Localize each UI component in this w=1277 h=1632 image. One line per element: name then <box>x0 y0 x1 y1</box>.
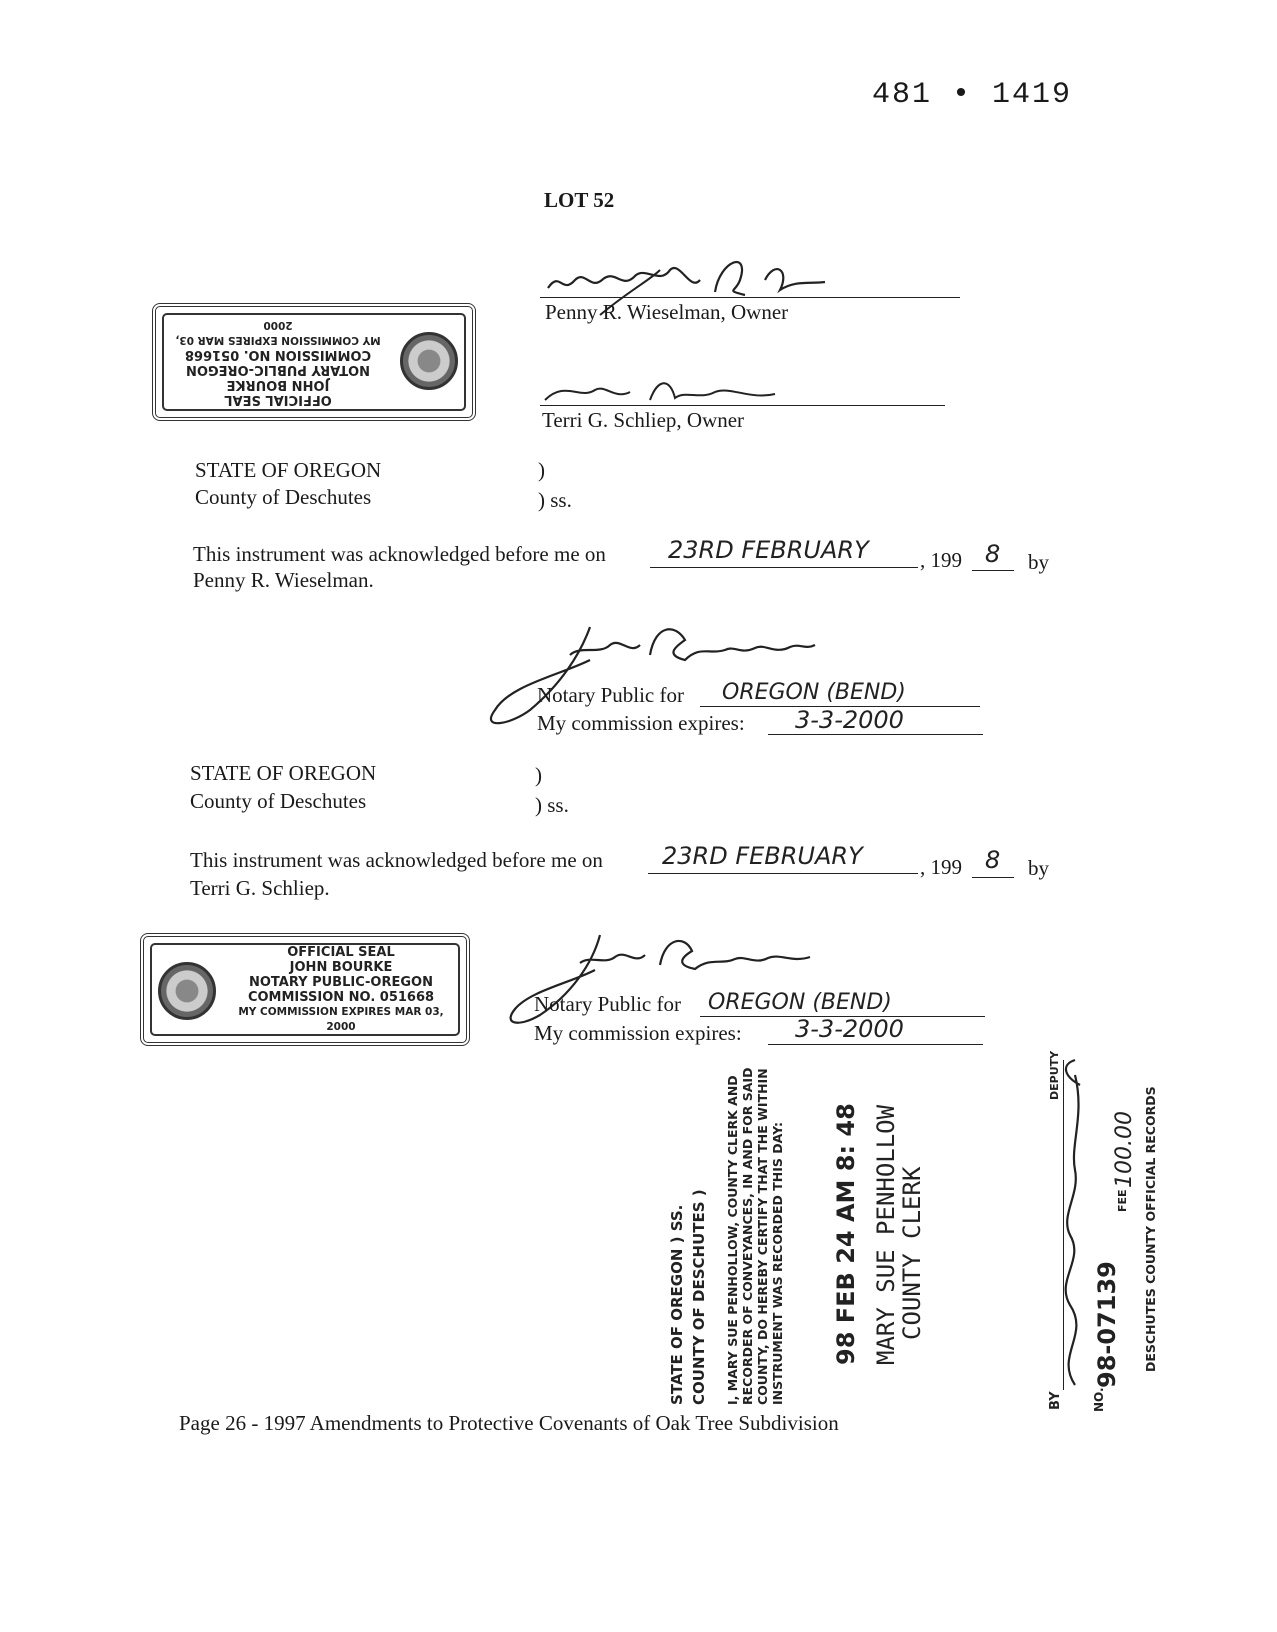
stamp-record-no: 98-07139 <box>1093 1261 1121 1388</box>
seal-bottom-line-3: NOTARY PUBLIC-OREGON <box>249 975 433 990</box>
ack2-ss: ) ss. <box>535 793 569 817</box>
ack1-expires-label: My commission expires: <box>537 711 745 735</box>
ack1-expires-line <box>768 734 983 735</box>
ack1-year-digit: 8 <box>985 540 1001 568</box>
stamp-cert-line-4: INSTRUMENT WAS RECORDED THIS DAY: <box>770 1121 785 1405</box>
ack2-year-line <box>972 877 1014 878</box>
ack2-year-digit: 8 <box>985 846 1001 874</box>
stamp-clerk-title: COUNTY CLERK <box>898 1166 926 1340</box>
ack2-county: County of Deschutes <box>190 789 367 813</box>
ack1-year-prefix: , 199 <box>920 548 962 572</box>
ack1-by: by <box>1028 550 1049 574</box>
official-seal-top <box>152 303 476 421</box>
stamp-footer-label: DESCHUTES COUNTY OFFICIAL RECORDS <box>1143 1086 1158 1372</box>
ack2-notary-signature <box>500 925 840 1035</box>
ack2-by: by <box>1028 856 1049 880</box>
seal-bottom-line-5: MY COMMISSION EXPIRES MAR 03, 2000 <box>238 1006 444 1033</box>
ack1-paren: ) <box>538 458 545 482</box>
ack2-person: Terri G. Schliep. <box>190 876 330 900</box>
ack2-statement: This instrument was acknowledged before me on <box>190 848 603 872</box>
stamp-by-label: BY <box>1048 1391 1063 1410</box>
owner-signature-terri <box>540 370 800 410</box>
stamp-cert-line-1: I, MARY SUE PENHOLLOW, COUNTY CLERK AND <box>725 1075 740 1405</box>
stamp-deputy-label: DEPUTY <box>1048 1050 1061 1100</box>
page-caption: Page 26 - 1997 Amendments to Protective Covenants of Oak Tree Subdivision <box>179 1411 839 1435</box>
ack2-notary-label: Notary Public for <box>534 992 681 1016</box>
seal-top-line-4: COMMISSION NO. 051668 <box>184 347 372 362</box>
owner-name-terri: Terri G. Schliep, Owner <box>542 408 745 432</box>
stamp-county: COUNTY OF DESCHUTES ) <box>690 1189 708 1405</box>
seal-top-line-2: JOHN BOURKE <box>226 377 330 392</box>
ack2-expires-value: 3-3-2000 <box>795 1015 904 1043</box>
seal-bottom-line-2: JOHN BOURKE <box>289 960 393 975</box>
stamp-state: STATE OF OREGON ) SS. <box>668 1204 686 1405</box>
ack1-person: Penny R. Wieselman. <box>193 568 374 592</box>
signature-line-penny <box>540 297 960 298</box>
ack2-expires-label: My commission expires: <box>534 1021 742 1045</box>
ack2-date-handwritten: 23RD FEBRUARY <box>662 842 863 870</box>
ack1-year-line <box>972 570 1014 571</box>
stamp-cert-line-2: RECORDER OF CONVEYANCES, IN AND FOR SAID <box>740 1067 755 1405</box>
stamp-fee-value: 100.00 <box>1112 1111 1137 1188</box>
seal-top-line-5: MY COMMISSION EXPIRES MAR 03, 2000 <box>175 319 381 346</box>
seal-bottom-line-1: OFFICIAL SEAL <box>287 945 395 960</box>
ack2-notary-for: OREGON (BEND) <box>708 990 892 1015</box>
ack2-date-line <box>648 873 918 874</box>
signature-line-terri <box>540 405 945 406</box>
seal-top-line-1: OFFICIAL SEAL <box>224 392 332 407</box>
ack1-date-line <box>650 567 918 568</box>
ack2-state: STATE OF OREGON <box>190 761 377 785</box>
lot-heading: LOT 52 <box>544 188 615 212</box>
stamp-clerk-name: MARY SUE PENHOLLOW <box>872 1104 900 1365</box>
stamp-no-label: NO. <box>1092 1387 1106 1412</box>
seal-top-line-3: NOTARY PUBLIC-OREGON <box>186 362 370 377</box>
ack1-county: County of Deschutes <box>195 485 372 509</box>
owner-name-penny: Penny R. Wieselman, Owner <box>545 300 789 324</box>
oregon-seal-emblem-icon <box>158 962 216 1020</box>
ack1-expires-value: 3-3-2000 <box>795 706 904 734</box>
ack1-notary-label: Notary Public for <box>537 683 684 707</box>
ack1-ss: ) ss. <box>538 488 572 512</box>
seal-bottom-line-4: COMMISSION NO. 051668 <box>247 990 435 1005</box>
book-page-number: 481 • 1419 <box>872 78 1073 112</box>
ack1-notary-for: OREGON (BEND) <box>722 680 906 705</box>
ack2-year-prefix: , 199 <box>920 855 962 879</box>
ack2-paren: ) <box>535 763 542 787</box>
stamp-fee-label: FEE <box>1116 1189 1129 1212</box>
oregon-seal-emblem-icon <box>400 332 458 390</box>
ack2-expires-line <box>768 1044 983 1045</box>
stamp-recorded-at: 98 FEB 24 AM 8: 48 <box>832 1103 860 1365</box>
stamp-cert-line-3: COUNTY, DO HEREBY CERTIFY THAT THE WITHIN <box>755 1068 770 1405</box>
ack1-state: STATE OF OREGON <box>195 458 382 482</box>
ack1-statement: This instrument was acknowledged before me on <box>193 542 606 566</box>
stamp-by-line <box>1063 1060 1064 1390</box>
ack1-date-handwritten: 23RD FEBRUARY <box>668 536 869 564</box>
official-seal-bottom <box>140 933 470 1046</box>
